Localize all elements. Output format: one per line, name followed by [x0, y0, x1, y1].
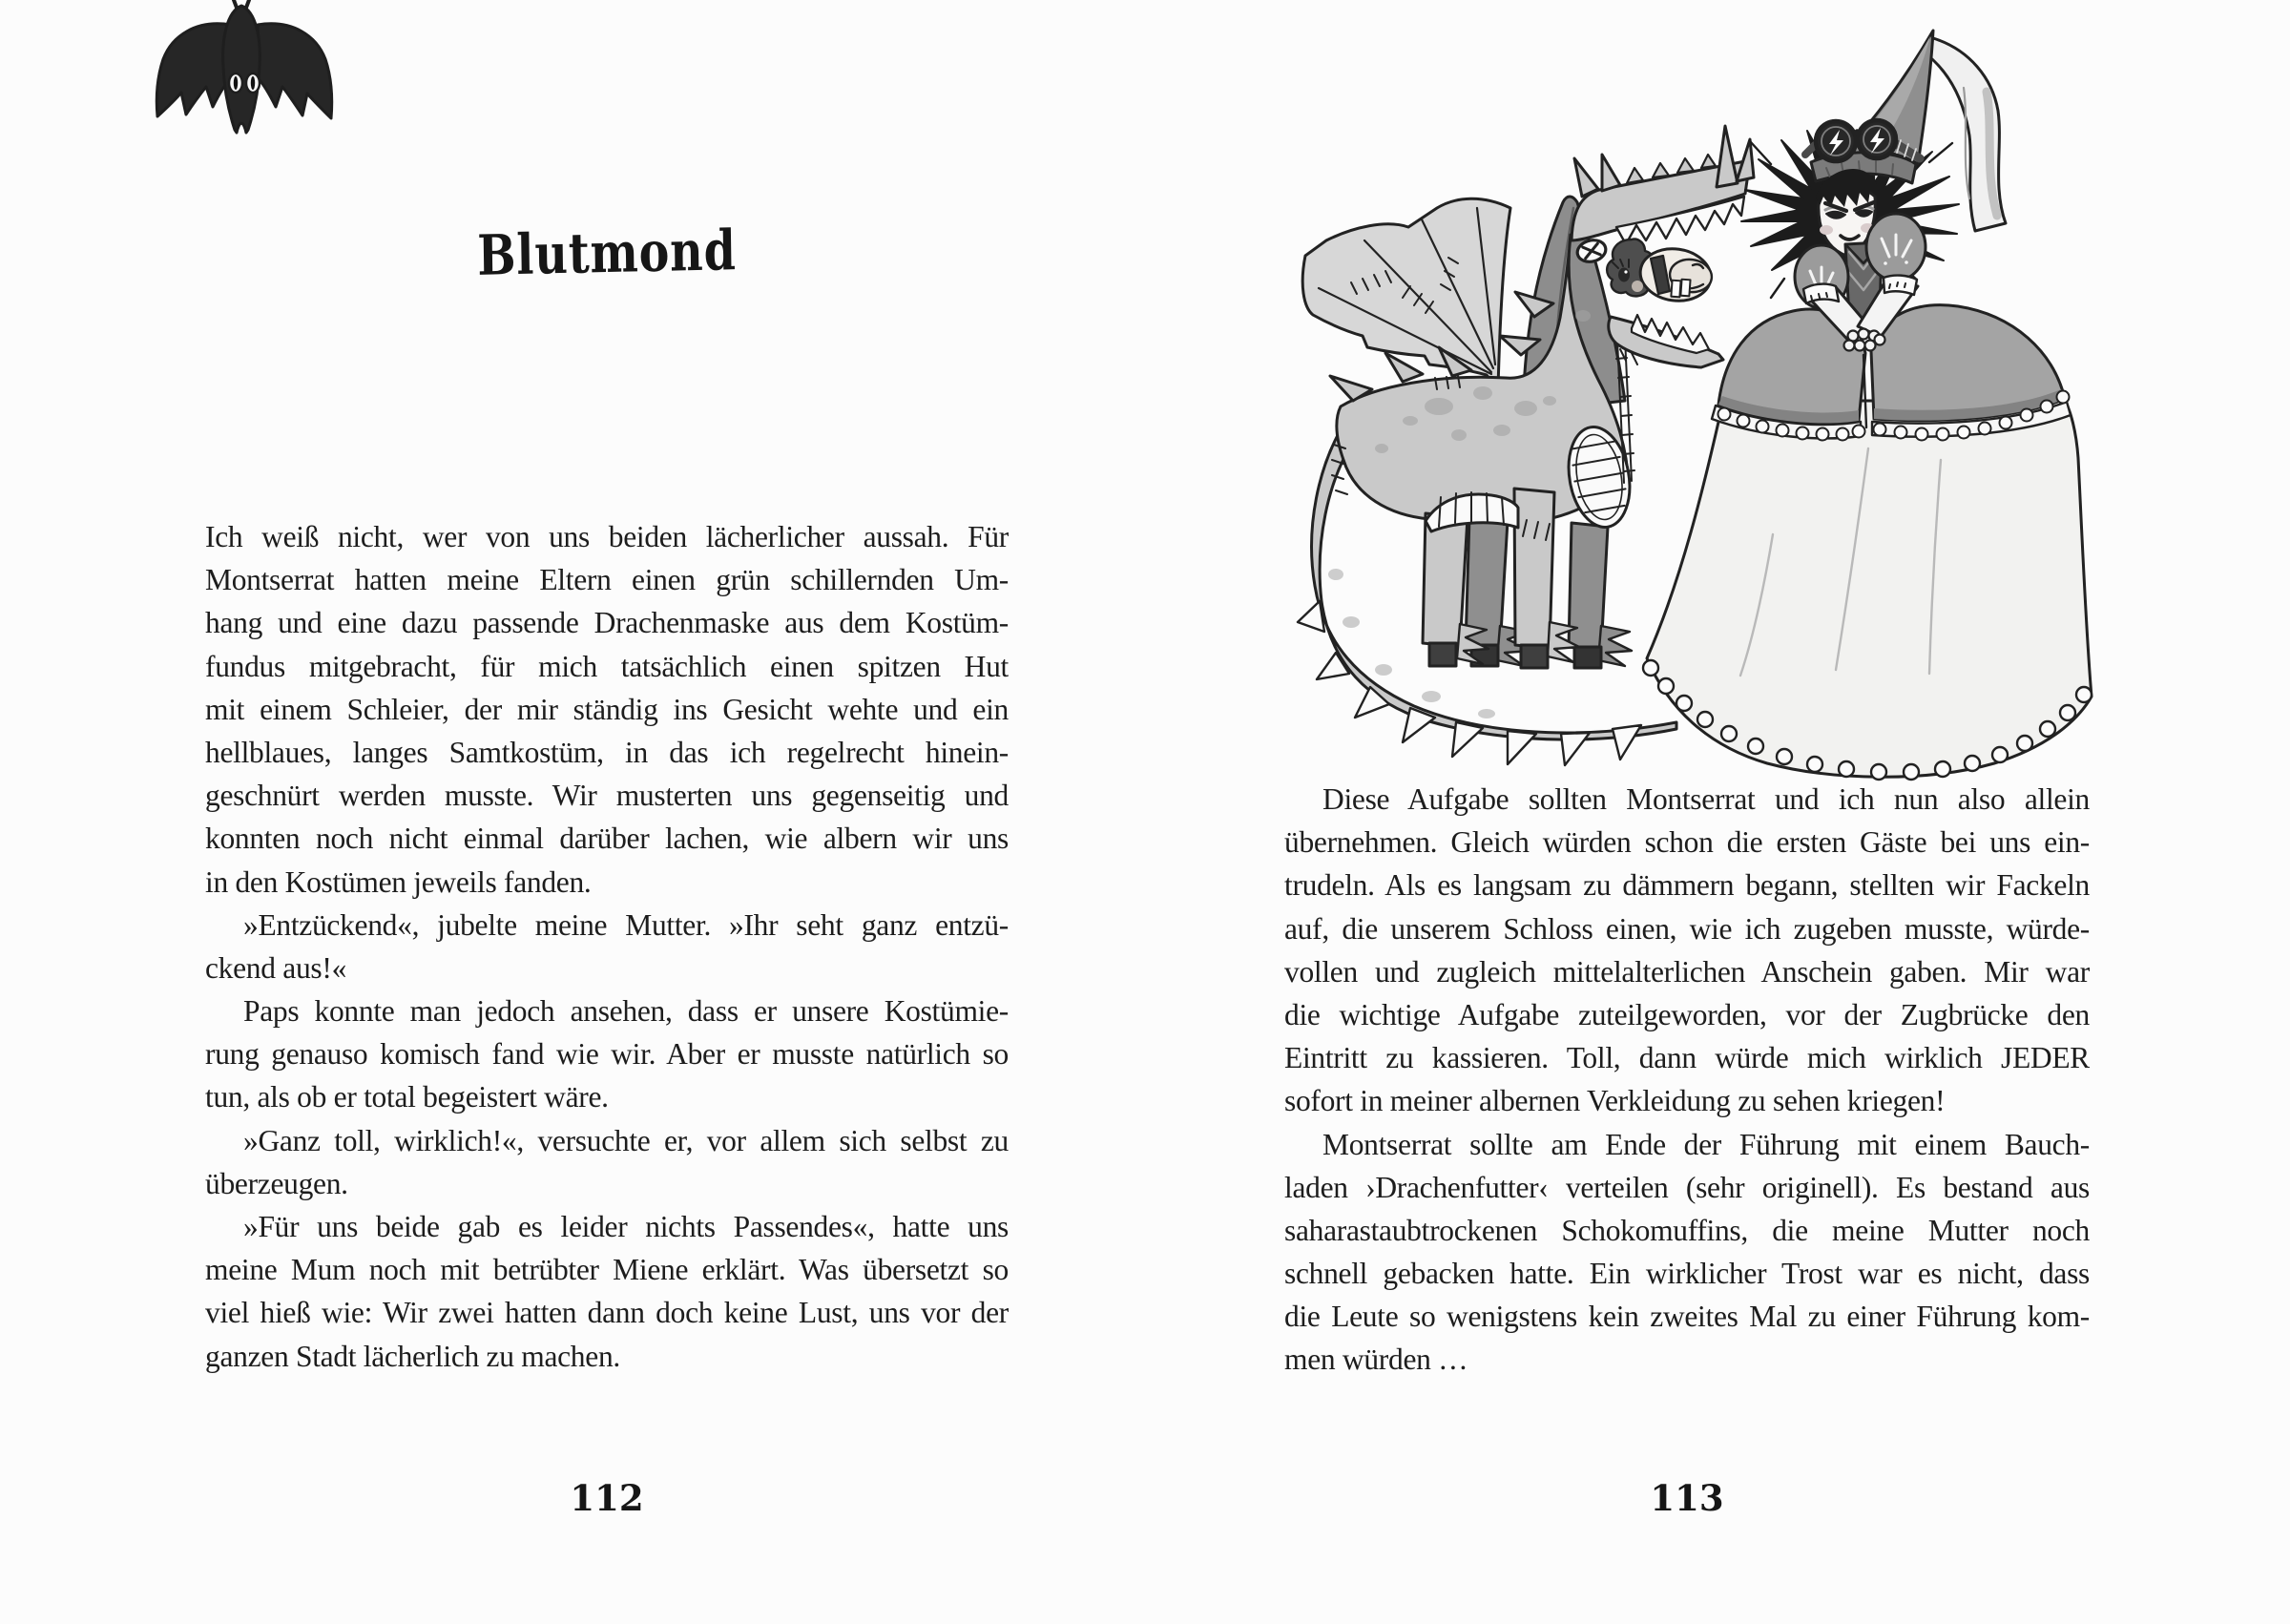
skirt-tier — [1712, 305, 2071, 441]
text-line: mit einem Schleier, der mir ständig ins Gesicht wehte und ein — [205, 692, 1009, 726]
right-page-text — [1284, 778, 2090, 1382]
princess — [1643, 31, 2092, 780]
blush-left — [1820, 225, 1833, 235]
text-line: konnten noch nicht einmal darüber lachen, wie albern wir uns — [205, 822, 1009, 856]
text-line: »Ganz toll, wirklich!«, versuchte er, vor allem sich selbst zu — [243, 1123, 1009, 1157]
text-line: »Für uns beide gab es leider nichts Passendes«, hatte uns — [243, 1210, 1009, 1243]
left-page-text — [205, 515, 1009, 1378]
text-line: sofort in meiner albernen Verkleidung zu sehen kriegen! — [1284, 1084, 1946, 1118]
text-line: ckend aus!« — [205, 950, 347, 985]
chapter-title: Blutmond — [476, 218, 738, 288]
text-line: meine Mum noch mit betrübter Miene erklärt. Was übersetzt so — [205, 1253, 1009, 1287]
text-line: in den Kostümen jeweils fanden. — [205, 864, 592, 899]
pointed-hat — [1805, 31, 1933, 183]
text-line: übernehmen. Gleich würden schon die ersten Gäste bei uns ein- — [1284, 825, 2090, 860]
page-number-right: 113 — [1650, 1477, 1724, 1519]
text-line: Paps konnte man jedoch ansehen, dass er unsere Kostümie- — [243, 994, 1009, 1029]
skirt — [1643, 401, 2092, 780]
text-line: auf, die unserem Schloss einen, wie ich zugeben musste, würde- — [1284, 911, 2090, 946]
text-line: vollen und zugleich mittelalterlichen Anschein gaben. Mir war — [1284, 954, 2090, 989]
text-line: überzeugen. — [205, 1166, 348, 1200]
cuff-right — [1884, 276, 1917, 295]
text-line: trudeln. Als es langsam zu dämmern begann, stellten wir Fackeln — [1284, 868, 2090, 903]
text-line: geschnürt werden musste. Wir musterten uns gegenseitig und — [205, 779, 1009, 813]
text-line: Ich weiß nicht, wer von uns beiden lächerlicher aussah. Für — [205, 520, 1009, 553]
bat-icon — [143, 0, 344, 143]
text-line: Diese Aufgabe sollten Montserrat und ich nun also allein — [1322, 782, 2090, 816]
page-number-left: 112 — [570, 1477, 644, 1519]
text-line: tun, als ob er total begeistert wäre. — [205, 1080, 609, 1114]
text-line: hang und eine dazu passende Drachenmaske aus dem Kostüm- — [205, 606, 1009, 640]
text-line: rung genauso komisch fand wie wir. Aber er musste natürlich so — [205, 1037, 1009, 1072]
text-line: Montserrat sollte am Ende der Führung mit einem Bauch- — [1322, 1127, 2090, 1161]
text-line: hellblaues, langes Samtkostüm, in das ich regelrecht hinein- — [205, 735, 1009, 769]
text-line: Montserrat hatten meine Eltern einen grün schillernden Um- — [205, 563, 1009, 597]
text-line: laden ›Drachenfutter‹ verteilen (sehr originell). Es bestand aus — [1284, 1170, 2090, 1204]
text-line: fundus mitgebracht, für mich tatsächlich einen spitzen Hut — [205, 649, 1009, 683]
text-line: »Entzückend«, jubelte meine Mutter. »Ihr seht ganz entzü- — [243, 907, 1009, 942]
text-line: saharastaubtrockenen Schokomuffins, die meine Mutter noch — [1284, 1213, 2090, 1247]
dragon-wing-front — [1302, 198, 1510, 389]
dragon-and-princess-illustration — [1296, 0, 2204, 803]
hat-veil — [1926, 38, 2006, 231]
text-line: men würden … — [1284, 1343, 1468, 1377]
text-line: die wichtige Aufgabe zuteilgeworden, vor der Zugbrücke den — [1284, 997, 2090, 1031]
text-line: viel hieß wie: Wir zwei hatten dann doch keine Lust, uns vor der — [205, 1296, 1009, 1330]
text-line: Eintritt zu kassieren. Toll, dann würde mich wirklich JEDER — [1284, 1041, 2090, 1075]
text-line: schnell gebacken hatte. Ein wirklicher Trost war es nicht, dass — [1284, 1257, 2090, 1291]
llama-teeth — [1671, 280, 1690, 298]
text-line: die Leute so wenigstens kein zweites Mal zu einer Führung kom- — [1284, 1300, 2090, 1334]
text-line: ganzen Stadt lächerlich zu machen. — [205, 1339, 620, 1373]
